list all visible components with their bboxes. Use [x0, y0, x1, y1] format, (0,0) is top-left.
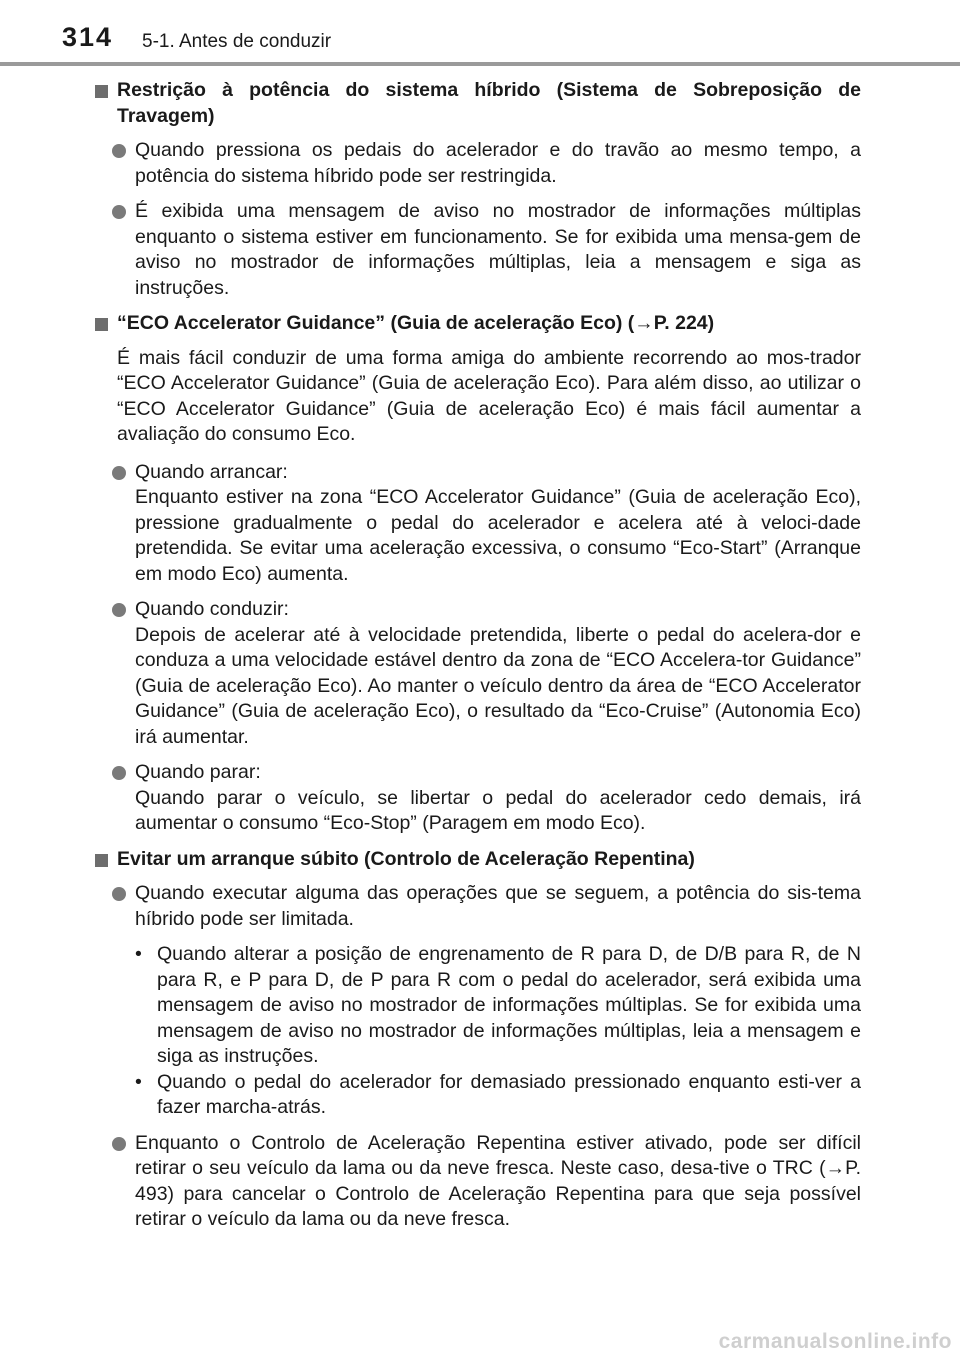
circle-bullet-icon: [112, 1137, 126, 1151]
page-number: 314: [62, 22, 114, 52]
circle-bullet-icon: [112, 205, 126, 219]
eco-guidance-paragraph: É mais fácil conduzir de uma forma amiga do ambiente recorrendo ao mos-trador “ECO Accelerator Guidance” (Guia de aceleração Eco). Para além disso, ao utilizar o “ECO Accelerator Guidance” (Guia de aceleração Eco) é mais fácil aumentar a avaliação do consumo Eco.: [117, 346, 861, 445]
section-title: 5-1. Antes de conduzir: [142, 31, 332, 52]
sub-list-item: [95, 1070, 861, 1121]
bullet-title: Quando parar:: [135, 761, 261, 783]
bullet-text: Enquanto o Controlo de Aceleração Repentina estiver ativado, pode ser difícil retirar o seu veículo da lama ou da neve fresca. Neste caso, desa-tive o TRC (→P. 493) para cancelar o Controlo de Aceleração Repentina para que seja possível retirar o veículo da lama ou da neve fresca.: [135, 1131, 861, 1230]
bullet-text: Enquanto estiver na zona “ECO Accelerator Guidance” (Guia de aceleração Eco), pressione gradualmente o pedal do acelerador e acelera até à veloci-dade pretendida. Se evitar uma aceleração excessiva, o consumo “Eco-Start” (Arranque em modo Eco) aumenta.: [135, 486, 861, 585]
heading-eco-guidance: [95, 311, 861, 337]
circle-bullet-icon: [112, 603, 126, 617]
sub-item-text: Quando alterar a posição de engrenamento de R para D, de D/B para R, de N para R, e P para D, de P para R com o pedal do acelerador, será exibida uma mensagem de aviso no mostrador de informações múltiplas. Se for exibida uma mensagem de aviso no mostrador de informações múltiplas, leia a mensagem e siga as instruções.: [157, 943, 861, 1067]
bullet-text: Quando parar o veículo, se libertar o pedal do acelerador cedo demais, irá aumentar o consumo “Eco-Stop” (Paragem em modo Eco).: [135, 786, 861, 834]
sub-list-item: [95, 942, 861, 1070]
bullet-item: [95, 199, 861, 301]
sub-item-text: Quando o pedal do acelerador for demasiado pressionado enquanto esti-ver a fazer marcha-atrás.: [157, 1070, 861, 1118]
bullet-title: Quando conduzir:: [135, 598, 289, 620]
bullet-text: Quando executar alguma das operações que se seguem, a potência do sis-tema híbrido pode ser limitada.: [135, 882, 861, 930]
square-bullet-icon: [95, 854, 108, 867]
square-bullet-icon: [95, 318, 108, 331]
bullet-item: [95, 460, 861, 588]
bullet-text: Quando pressiona os pedais do acelerador e do travão ao mesmo tempo, a potência do sistema híbrido pode ser restringida.: [135, 139, 861, 187]
page-header: [0, 0, 960, 70]
spacer: [95, 1121, 861, 1131]
bullet-item: [95, 597, 861, 750]
sub-bullet-marker: •: [135, 1070, 142, 1093]
bullet-item: [95, 881, 861, 932]
bullet-text: Depois de acelerar até à velocidade pretendida, liberte o pedal do acelera-dor e conduza a uma velocidade estável dentro da zona de “ECO Accelera-tor Guidance” (Guia de aceleração Eco). Ao manter o veículo dentro da área de “ECO Accelerator Guidance” (Guia de aceleração Eco), o resultado da “Eco-Cruise” (Autonomia Eco) irá aumentar.: [135, 623, 861, 748]
bullet-item: [95, 138, 861, 189]
bullet-text: É exibida uma mensagem de aviso no mostrador de informações múltiplas enquanto o sistema estiver em funcionamento. Se for exibida uma mensa-gem de aviso no mostrador de informações múltiplas, leia a mensagem e siga as instruções.: [135, 200, 861, 299]
watermark: carmanualsonline.info: [718, 1329, 952, 1353]
heading-text: “ECO Accelerator Guidance” (Guia de aceleração Eco) (→P. 224): [117, 312, 715, 334]
heading-hybrid-restriction: [95, 78, 861, 129]
circle-bullet-icon: [112, 887, 126, 901]
bullet-item: [95, 760, 861, 837]
heading-sudden-start: [95, 847, 861, 873]
heading-text: Restrição à potência do sistema híbrido (Sistema de Sobreposição de Travagem): [117, 79, 861, 127]
circle-bullet-icon: [112, 466, 126, 480]
heading-text: Evitar um arranque súbito (Controlo de Aceleração Repentina): [117, 847, 695, 870]
circle-bullet-icon: [112, 144, 126, 158]
square-bullet-icon: [95, 85, 108, 98]
page-content: [95, 78, 861, 1243]
circle-bullet-icon: [112, 766, 126, 780]
bullet-title: Quando arrancar:: [135, 460, 288, 483]
header-rule: [0, 62, 960, 66]
sub-bullet-marker: •: [135, 943, 142, 965]
bullet-item: [95, 1131, 861, 1233]
